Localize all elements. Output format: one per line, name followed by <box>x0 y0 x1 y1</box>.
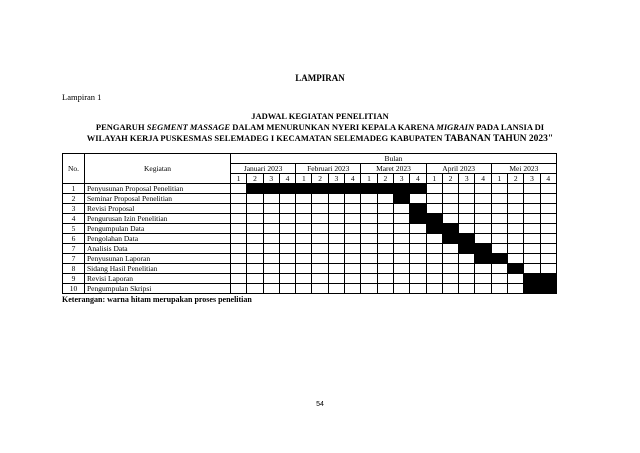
header-week: 1 <box>426 174 442 184</box>
schedule-cell-filled <box>540 274 556 284</box>
schedule-cell <box>442 254 458 264</box>
schedule-cell <box>508 244 524 254</box>
header-week: 4 <box>345 174 361 184</box>
schedule-cell <box>475 194 491 204</box>
schedule-cell <box>393 204 409 214</box>
header-week: 3 <box>393 174 409 184</box>
header-month: Maret 2023 <box>361 164 426 174</box>
schedule-cell <box>508 224 524 234</box>
schedule-cell <box>410 254 426 264</box>
schedule-cell <box>524 194 540 204</box>
schedule-cell-filled <box>328 184 344 194</box>
header-week: 3 <box>263 174 279 184</box>
schedule-cell-filled <box>524 274 540 284</box>
schedule-cell <box>442 194 458 204</box>
schedule-cell <box>475 234 491 244</box>
schedule-cell <box>312 204 328 214</box>
header-month: April 2023 <box>426 164 491 174</box>
schedule-cell <box>231 234 247 244</box>
schedule-cell <box>231 204 247 214</box>
schedule-cell <box>231 254 247 264</box>
schedule-cell <box>475 264 491 274</box>
row-number: 4 <box>63 214 85 224</box>
schedule-cell <box>263 244 279 254</box>
schedule-cell <box>345 204 361 214</box>
schedule-cell-filled <box>459 244 475 254</box>
schedule-cell <box>377 194 393 204</box>
schedule-cell <box>475 184 491 194</box>
schedule-cell <box>459 194 475 204</box>
schedule-cell <box>377 244 393 254</box>
schedule-cell <box>247 254 263 264</box>
schedule-cell <box>296 214 312 224</box>
schedule-cell <box>426 254 442 264</box>
schedule-cell <box>540 224 556 234</box>
schedule-cell <box>361 254 377 264</box>
schedule-cell <box>263 264 279 274</box>
schedule-cell <box>540 184 556 194</box>
row-number: 2 <box>63 194 85 204</box>
schedule-cell-filled <box>361 184 377 194</box>
schedule-cell <box>410 284 426 294</box>
schedule-cell <box>540 234 556 244</box>
schedule-cell <box>442 284 458 294</box>
schedule-cell <box>459 184 475 194</box>
schedule-cell <box>247 274 263 284</box>
schedule-cell <box>410 224 426 234</box>
schedule-cell <box>361 264 377 274</box>
schedule-cell <box>459 264 475 274</box>
schedule-cell <box>263 194 279 204</box>
schedule-cell <box>263 234 279 244</box>
title-text: PENGARUH <box>95 122 147 132</box>
schedule-cell <box>377 214 393 224</box>
schedule-cell <box>524 234 540 244</box>
header-month: Februari 2023 <box>296 164 361 174</box>
schedule-cell <box>393 284 409 294</box>
schedule-cell-filled <box>410 184 426 194</box>
schedule-cell <box>393 224 409 234</box>
schedule-cell <box>231 194 247 204</box>
row-number: 10 <box>63 284 85 294</box>
schedule-cell <box>345 214 361 224</box>
schedule-cell-filled <box>393 184 409 194</box>
schedule-cell <box>247 204 263 214</box>
schedule-cell-filled <box>312 184 328 194</box>
schedule-cell <box>312 194 328 204</box>
schedule-cell <box>426 244 442 254</box>
page-heading: LAMPIRAN <box>295 73 345 83</box>
table-row <box>63 234 557 244</box>
schedule-cell <box>328 254 344 264</box>
header-week: 2 <box>508 174 524 184</box>
schedule-cell-filled <box>345 184 361 194</box>
schedule-cell <box>475 204 491 214</box>
schedule-cell <box>247 244 263 254</box>
schedule-cell-filled <box>475 244 491 254</box>
schedule-cell <box>524 254 540 264</box>
page-number: 54 <box>316 401 324 408</box>
schedule-cell <box>491 274 507 284</box>
schedule-cell-filled <box>279 184 295 194</box>
schedule-cell <box>247 284 263 294</box>
schedule-cell <box>393 234 409 244</box>
schedule-cell-filled <box>442 234 458 244</box>
row-number: 7 <box>63 254 85 264</box>
schedule-cell <box>442 214 458 224</box>
research-title-line-1 <box>0 122 640 132</box>
schedule-cell <box>296 204 312 214</box>
header-week: 2 <box>247 174 263 184</box>
schedule-cell <box>524 224 540 234</box>
title-text-large: TABANAN TAHUN 2023" <box>444 134 554 144</box>
schedule-cell <box>508 214 524 224</box>
schedule-cell <box>426 274 442 284</box>
schedule-cell <box>410 234 426 244</box>
schedule-cell <box>279 194 295 204</box>
schedule-cell <box>361 274 377 284</box>
schedule-cell <box>459 204 475 214</box>
schedule-cell <box>263 254 279 264</box>
activity-name: Penyusunan Proposal Penelitian <box>85 184 231 194</box>
schedule-cell <box>263 284 279 294</box>
schedule-cell <box>247 224 263 234</box>
schedule-cell <box>328 264 344 274</box>
schedule-cell <box>279 204 295 214</box>
schedule-cell-filled <box>263 184 279 194</box>
header-week: 2 <box>377 174 393 184</box>
schedule-cell <box>361 244 377 254</box>
schedule-cell <box>410 194 426 204</box>
header-bulan: Bulan <box>231 154 557 164</box>
schedule-cell <box>442 244 458 254</box>
schedule-cell <box>279 254 295 264</box>
row-number: 6 <box>63 234 85 244</box>
header-week: 3 <box>524 174 540 184</box>
schedule-cell <box>377 274 393 284</box>
schedule-cell <box>377 204 393 214</box>
schedule-cell-filled <box>247 184 263 194</box>
schedule-cell <box>508 284 524 294</box>
research-title-line-2 <box>0 133 640 144</box>
header-week: 2 <box>312 174 328 184</box>
schedule-cell <box>459 214 475 224</box>
schedule-cell <box>361 214 377 224</box>
title-text: DALAM MENURUNKAN NYERI KEPALA KARENA <box>230 122 437 132</box>
schedule-table <box>62 153 557 294</box>
header-month: Mei 2023 <box>491 164 556 174</box>
schedule-cell <box>393 244 409 254</box>
schedule-cell <box>312 274 328 284</box>
schedule-cell <box>410 274 426 284</box>
header-week: 1 <box>296 174 312 184</box>
schedule-cell <box>491 224 507 234</box>
schedule-cell <box>393 274 409 284</box>
schedule-cell-filled <box>410 214 426 224</box>
schedule-cell-filled <box>296 184 312 194</box>
schedule-cell <box>296 264 312 274</box>
schedule-cell <box>393 254 409 264</box>
schedule-cell <box>426 284 442 294</box>
schedule-cell <box>491 194 507 204</box>
schedule-cell <box>279 224 295 234</box>
schedule-cell <box>377 284 393 294</box>
schedule-cell <box>393 264 409 274</box>
activity-name: Sidang Hasil Penelitian <box>85 264 231 274</box>
table-row <box>63 214 557 224</box>
schedule-cell <box>540 204 556 214</box>
row-number: 1 <box>63 184 85 194</box>
schedule-cell <box>410 244 426 254</box>
schedule-cell-filled <box>442 224 458 234</box>
title-text: WILAYAH KERJA PUSKESMAS SELEMADEG I KECAMATAN SELEMADEG KABUPATEN <box>86 133 445 143</box>
schedule-cell <box>279 274 295 284</box>
schedule-cell <box>442 184 458 194</box>
schedule-cell <box>508 184 524 194</box>
schedule-cell <box>328 214 344 224</box>
schedule-cell <box>524 184 540 194</box>
schedule-cell <box>361 234 377 244</box>
table-row <box>63 184 557 194</box>
table-row <box>63 194 557 204</box>
schedule-cell <box>442 274 458 284</box>
schedule-cell <box>426 264 442 274</box>
schedule-cell <box>540 254 556 264</box>
schedule-cell <box>231 224 247 234</box>
schedule-title: JADWAL KEGIATAN PENELITIAN <box>251 111 389 121</box>
row-number: 7 <box>63 244 85 254</box>
schedule-cell <box>263 224 279 234</box>
activity-name: Pengolahan Data <box>85 234 231 244</box>
schedule-cell <box>312 224 328 234</box>
schedule-cell <box>459 274 475 284</box>
schedule-cell <box>426 234 442 244</box>
schedule-cell <box>263 204 279 214</box>
header-week: 3 <box>328 174 344 184</box>
schedule-cell <box>279 214 295 224</box>
schedule-cell <box>247 194 263 204</box>
schedule-cell <box>247 214 263 224</box>
schedule-cell <box>345 284 361 294</box>
schedule-cell <box>312 214 328 224</box>
schedule-cell <box>279 264 295 274</box>
schedule-cell-filled <box>491 254 507 264</box>
schedule-cell <box>377 224 393 234</box>
schedule-cell <box>475 274 491 284</box>
activity-name: Analisis Data <box>85 244 231 254</box>
table-row <box>63 244 557 254</box>
schedule-cell <box>312 254 328 264</box>
schedule-cell <box>263 274 279 284</box>
schedule-cell <box>491 264 507 274</box>
schedule-cell <box>328 234 344 244</box>
schedule-cell-filled <box>393 194 409 204</box>
schedule-cell <box>491 244 507 254</box>
schedule-cell <box>377 234 393 244</box>
row-number: 5 <box>63 224 85 234</box>
schedule-cell <box>524 204 540 214</box>
schedule-cell <box>475 214 491 224</box>
schedule-cell <box>524 264 540 274</box>
schedule-cell <box>361 224 377 234</box>
header-week: 4 <box>279 174 295 184</box>
schedule-cell <box>426 184 442 194</box>
activity-name: Pengumpulan Data <box>85 224 231 234</box>
schedule-cell <box>475 224 491 234</box>
schedule-cell <box>442 264 458 274</box>
schedule-cell <box>296 194 312 204</box>
schedule-cell <box>540 264 556 274</box>
table-row <box>63 274 557 284</box>
schedule-cell <box>247 264 263 274</box>
schedule-cell <box>361 194 377 204</box>
schedule-cell <box>345 274 361 284</box>
header-week: 3 <box>459 174 475 184</box>
header-week: 4 <box>475 174 491 184</box>
title-text: PADA LANSIA DI <box>474 122 545 132</box>
header-week: 4 <box>410 174 426 184</box>
table-row <box>63 254 557 264</box>
header-month: Januari 2023 <box>231 164 296 174</box>
activity-name: Pengurusan Izin Penelitian <box>85 214 231 224</box>
schedule-cell <box>328 274 344 284</box>
schedule-cell <box>475 284 491 294</box>
schedule-cell <box>459 224 475 234</box>
schedule-cell <box>312 244 328 254</box>
row-number: 3 <box>63 204 85 214</box>
table-row <box>63 204 557 214</box>
header-no: No. <box>63 154 85 184</box>
schedule-cell <box>377 264 393 274</box>
activity-name: Penyusunan Laporan <box>85 254 231 264</box>
schedule-cell <box>231 214 247 224</box>
schedule-cell <box>491 234 507 244</box>
legend-note: Keterangan: warna hitam merupakan proses penelitian <box>62 295 252 304</box>
schedule-cell <box>508 254 524 264</box>
schedule-cell <box>361 284 377 294</box>
schedule-cell <box>508 194 524 204</box>
schedule-cell <box>231 244 247 254</box>
schedule-cell <box>328 204 344 214</box>
schedule-cell <box>524 214 540 224</box>
schedule-cell <box>296 244 312 254</box>
schedule-cell <box>279 234 295 244</box>
row-number: 9 <box>63 274 85 284</box>
schedule-cell <box>426 204 442 214</box>
activity-name: Revisi Laporan <box>85 274 231 284</box>
schedule-cell <box>345 234 361 244</box>
schedule-cell <box>247 234 263 244</box>
schedule-cell <box>328 194 344 204</box>
schedule-cell <box>279 244 295 254</box>
activity-name: Pengumpulan Skripsi <box>85 284 231 294</box>
schedule-cell-filled <box>540 284 556 294</box>
schedule-cell <box>345 194 361 204</box>
schedule-cell <box>296 254 312 264</box>
header-week: 1 <box>491 174 507 184</box>
schedule-cell <box>328 284 344 294</box>
schedule-cell <box>361 204 377 214</box>
schedule-cell <box>540 244 556 254</box>
activity-name: Seminar Proposal Penelitian <box>85 194 231 204</box>
schedule-cell <box>231 264 247 274</box>
schedule-cell <box>263 214 279 224</box>
schedule-cell-filled <box>459 234 475 244</box>
schedule-cell <box>508 204 524 214</box>
schedule-cell <box>328 224 344 234</box>
schedule-cell-filled <box>508 264 524 274</box>
table-row <box>63 284 557 294</box>
schedule-cell <box>393 214 409 224</box>
schedule-cell <box>410 264 426 274</box>
schedule-cell <box>296 224 312 234</box>
schedule-cell <box>345 244 361 254</box>
schedule-cell <box>345 224 361 234</box>
schedule-cell <box>508 234 524 244</box>
schedule-cell <box>459 254 475 264</box>
schedule-cell <box>491 214 507 224</box>
header-kegiatan: Kegiatan <box>85 154 231 184</box>
header-week: 4 <box>540 174 556 184</box>
schedule-cell <box>540 214 556 224</box>
schedule-cell <box>279 284 295 294</box>
activity-name: Revisi Proposal <box>85 204 231 214</box>
schedule-cell <box>328 244 344 254</box>
schedule-cell <box>312 264 328 274</box>
schedule-cell <box>491 284 507 294</box>
table-row <box>63 264 557 274</box>
schedule-cell <box>345 264 361 274</box>
schedule-cell <box>442 204 458 214</box>
schedule-cell <box>377 254 393 264</box>
schedule-cell <box>508 274 524 284</box>
schedule-cell <box>491 184 507 194</box>
schedule-cell <box>459 284 475 294</box>
title-italic-text: MIGRAIN <box>436 122 475 132</box>
schedule-cell <box>426 194 442 204</box>
table-row <box>63 224 557 234</box>
schedule-cell <box>312 234 328 244</box>
schedule-cell-filled <box>377 184 393 194</box>
schedule-cell-filled <box>524 284 540 294</box>
schedule-cell <box>345 254 361 264</box>
schedule-cell <box>296 284 312 294</box>
row-number: 8 <box>63 264 85 274</box>
schedule-cell <box>231 284 247 294</box>
header-week: 2 <box>442 174 458 184</box>
schedule-cell-filled <box>475 254 491 264</box>
title-italic-text: SEGMENT MASSAGE <box>146 122 231 132</box>
header-week: 1 <box>231 174 247 184</box>
schedule-cell <box>540 194 556 204</box>
schedule-cell <box>296 274 312 284</box>
schedule-cell <box>524 244 540 254</box>
schedule-cell <box>231 184 247 194</box>
schedule-cell <box>312 284 328 294</box>
attachment-label: Lampiran 1 <box>62 92 102 102</box>
schedule-cell-filled <box>426 214 442 224</box>
schedule-cell <box>491 204 507 214</box>
schedule-cell-filled <box>426 224 442 234</box>
schedule-cell <box>231 274 247 284</box>
schedule-cell-filled <box>410 204 426 214</box>
schedule-cell <box>296 234 312 244</box>
header-week: 1 <box>361 174 377 184</box>
